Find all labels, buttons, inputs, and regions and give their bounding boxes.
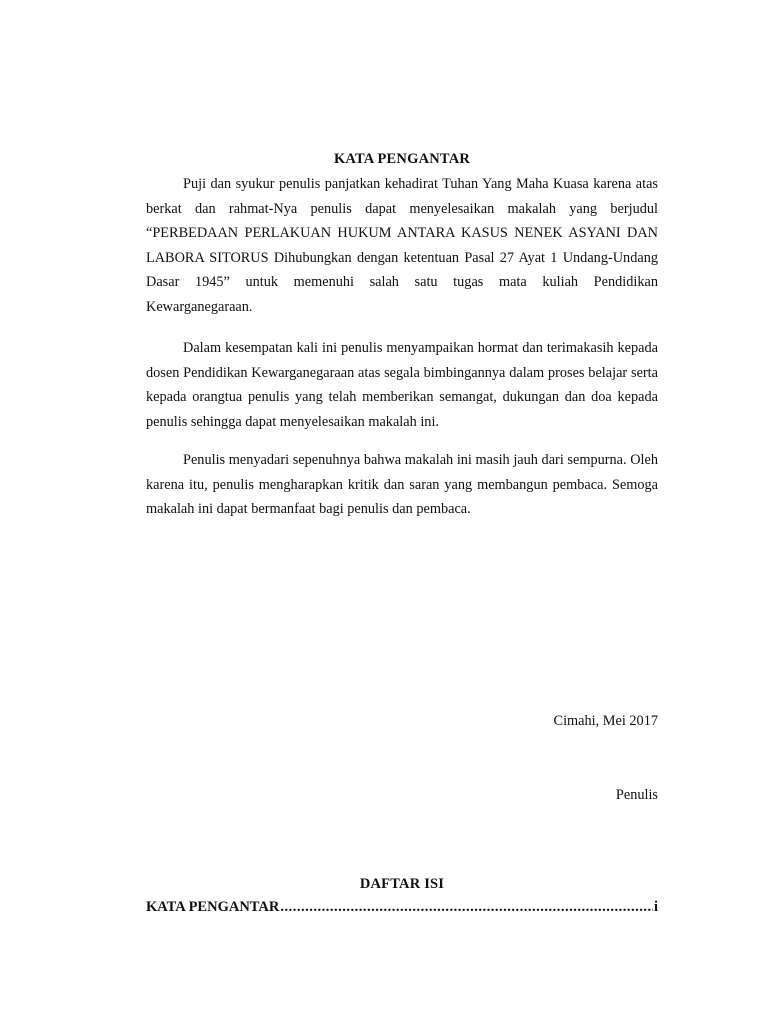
- preface-paragraph-2: Dalam kesempatan kali ini penulis menyampaikan hormat dan terimakasih kepada dosen Pendidikan Kewarganegaraan atas segala bimbingannya dalam proses belajar serta kepada orangtua penulis yang telah memberikan semangat, dukungan dan doa kepada penulis sehingga dapat menyelesaikan makalah ini.: [146, 340, 658, 430]
- preface-title: KATA PENGANTAR: [333, 151, 471, 167]
- toc-entry-label: KATA PENGANTAR: [146, 899, 280, 915]
- toc-entry-page: i: [653, 899, 658, 915]
- author-signature: Penulis: [615, 787, 658, 803]
- toc-title: DAFTAR ISI: [359, 876, 445, 892]
- toc-entry: [146, 899, 658, 916]
- place-date: Cimahi, Mei 2017: [553, 713, 658, 729]
- document-page: [146, 0, 658, 1024]
- preface-paragraph-3: Penulis menyadari sepenuhnya bahwa makalah ini masih jauh dari sempurna. Oleh karena itu, penulis mengharapkan kritik dan saran yang membangun pembaca. Semoga makalah ini dapat bermanfaat bagi penulis dan pembaca.: [146, 452, 658, 518]
- preface-paragraph-1: Puji dan syukur penulis panjatkan kehadirat Tuhan Yang Maha Kuasa karena atas berkat dan rahmat-Nya penulis dapat menyelesaikan makalah yang berjudul “PERBEDAAN PERLAKUAN HUKUM ANTARA KASUS NENEK ASYANI DAN LABORA SITORUS Dihubungkan dengan ketentuan Pasal 27 Ayat 1 Undang-Undang Dasar 1945” untuk memenuhi salah satu tugas mata kuliah Pendidikan Kewarganegaraan.: [146, 176, 658, 315]
- toc-leader-dots: [280, 899, 653, 916]
